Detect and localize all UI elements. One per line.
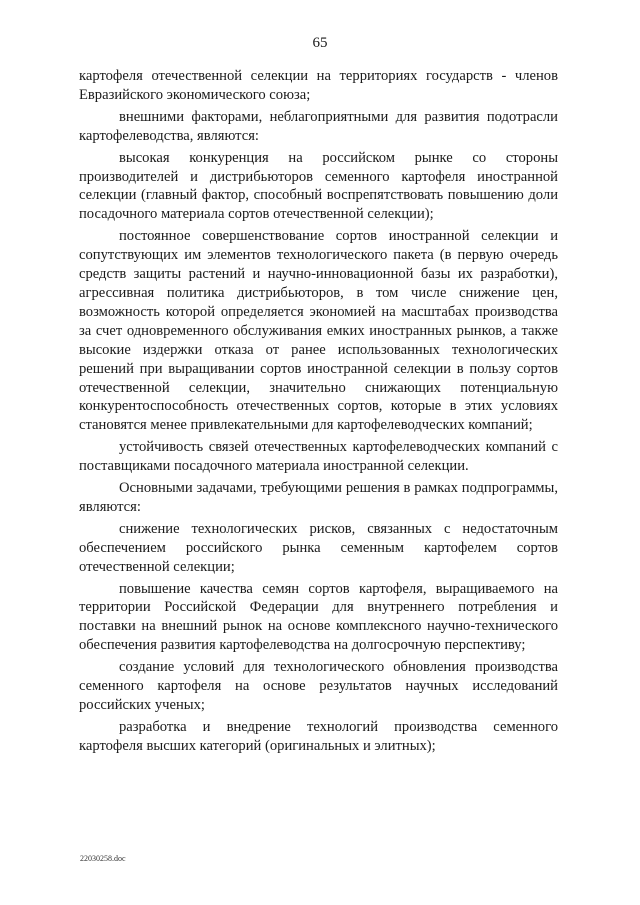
paragraph-main-tasks-intro: Основными задачами, требующими решения в рамках подпрограммы, являются: [79, 480, 558, 515]
paragraph-continuation: картофеля отечественной селекции на территориях государств - членов Евразийского экономического союза; [79, 68, 558, 103]
page-number: 65 [312, 35, 328, 51]
paragraph-external-factors-intro: внешними факторами, неблагоприятными для развития подотрасли картофелеводства, являются: [79, 108, 558, 144]
paragraph-task-technologies: разработка и внедрение технологий производства семенного картофеля высших категорий (оригинальных и элитных); [79, 718, 558, 754]
footer-file-code: 22030258.doc [80, 854, 126, 863]
paragraph-high-competition: высокая конкуренция на российском рынке со стороны производителей и дистрибьюторов семенного картофеля иностранной селекции (главный фактор, способный воспрепятствовать повышению доли посадочного материала сортов отечественной селекции); [79, 149, 558, 223]
paragraph-supplier-ties: устойчивость связей отечественных картофелеводческих компаний с поставщиками посадочного материала иностранной селекции. [79, 439, 558, 475]
paragraph-task-quality: повышение качества семян сортов картофеля, выращиваемого на территории Российской Федерации для внутреннего потребления и поставки на внешний рынок на основе комплексного научно-технического обеспечения развития картофелеводства на долгосрочную перспективу; [79, 580, 558, 654]
paragraph-task-conditions: создание условий для технологического обновления производства семенного картофеля на основе результатов научных исследований российских ученых; [79, 659, 558, 713]
paragraph-foreign-improvement: постоянное совершенствование сортов иностранной селекции и сопутствующих им элементов технологического пакета (в первую очередь средств защиты растений и научно-инновационной базы их разработки), агрессивная политика дистрибьюторов, в том числе снижение цен, возможность которой определяется экономией на масштабах производства за счет одновременного обслуживания емких иностранных рынков, а также высокие издержки отказа от ранее использованных технологических решений при выращивании сортов иностранной селекции в пользу сортов отечественной селекции, значительно снижающих потенциальную конкурентоспособность отечественных сортов, которые в этих условиях становятся менее привлекательными для картофелеводческих компаний; [79, 228, 558, 434]
paragraph-task-risk-reduction: снижение технологических рисков, связанных с недостаточным обеспечением российского рынка семенным картофелем сортов отечественной селекции; [79, 520, 558, 575]
document-body [79, 67, 558, 756]
